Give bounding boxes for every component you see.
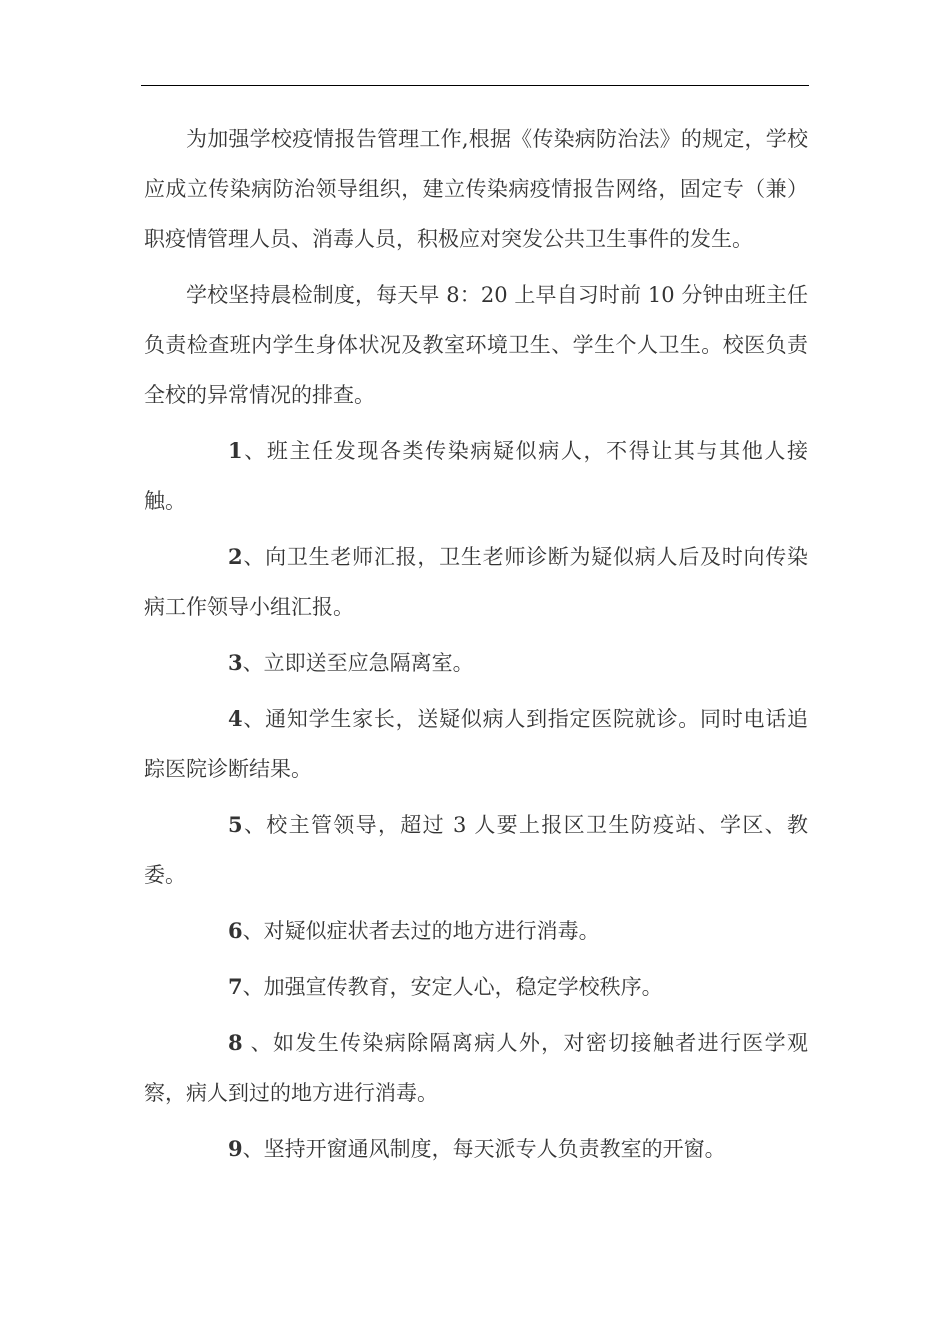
item-number: 5 (228, 812, 243, 837)
item-number: 9 (228, 1136, 243, 1161)
list-item (144, 1018, 808, 1118)
header-rule (141, 85, 809, 86)
item-separator: 、 (242, 975, 264, 999)
item-text: 加强宣传教育，安定人心，稳定学校秩序。 (263, 975, 663, 999)
item-number: 2 (228, 544, 243, 569)
list-item (144, 962, 808, 1012)
list-item (144, 800, 808, 900)
item-number: 6 (228, 918, 243, 943)
item-text: 对疑似症状者去过的地方进行消毒。 (263, 919, 600, 943)
item-separator: 、 (242, 813, 267, 837)
item-text: 通知学生家长，送疑似病人到指定医院就诊。同时电话追踪医院诊断结果。 (144, 707, 809, 781)
list-item (144, 638, 808, 688)
item-number: 3 (228, 650, 243, 675)
item-text: 如发生传染病除隔离病人外，对密切接触者进行医学观察，病人到过的地方进行消毒。 (144, 1031, 808, 1105)
list-item (144, 1124, 808, 1174)
item-number: 8 (228, 1030, 243, 1055)
paragraph-morning-check: 学校坚持晨检制度，每天早 8：20 上早自习时前 10 分钟由班主任负责检查班内学生身体状况及教室环境卫生、学生个人卫生。校医负责全校的异常情况的排查。 (144, 283, 808, 407)
item-separator: 、 (242, 651, 264, 675)
item-number: 7 (228, 974, 243, 999)
list-item (144, 426, 808, 526)
item-number: 1 (228, 438, 243, 463)
document-body (144, 114, 808, 1174)
paragraph-intro: 为加强学校疫情报告管理工作,根据《传染病防治法》的规定，学校应成立传染病防治领导组织，建立传染病疫情报告网络，固定专（兼）职疫情管理人员、消毒人员，积极应对突发公共卫生事件的发生。 (144, 127, 808, 251)
item-separator: 、 (242, 1137, 264, 1161)
item-separator: 、 (242, 707, 266, 731)
item-separator: 、 (242, 919, 264, 943)
item-text: 坚持开窗通风制度，每天派专人负责教室的开窗。 (263, 1137, 726, 1161)
item-text: 校主管领导，超过 3 人要上报区卫生防疫站、学区、教委。 (144, 813, 808, 887)
item-separator: 、 (242, 1031, 273, 1055)
list-item (144, 906, 808, 956)
item-separator: 、 (242, 545, 266, 569)
list-item (144, 532, 808, 632)
item-text: 班主任发现各类传染病疑似病人，不得让其与其他人接触。 (144, 439, 809, 513)
item-number: 4 (228, 706, 243, 731)
item-text: 立即送至应急隔离室。 (263, 651, 474, 675)
item-text: 向卫生老师汇报，卫生老师诊断为疑似病人后及时向传染病工作领导小组汇报。 (144, 545, 809, 619)
list-item (144, 694, 808, 794)
item-separator: 、 (242, 439, 267, 463)
